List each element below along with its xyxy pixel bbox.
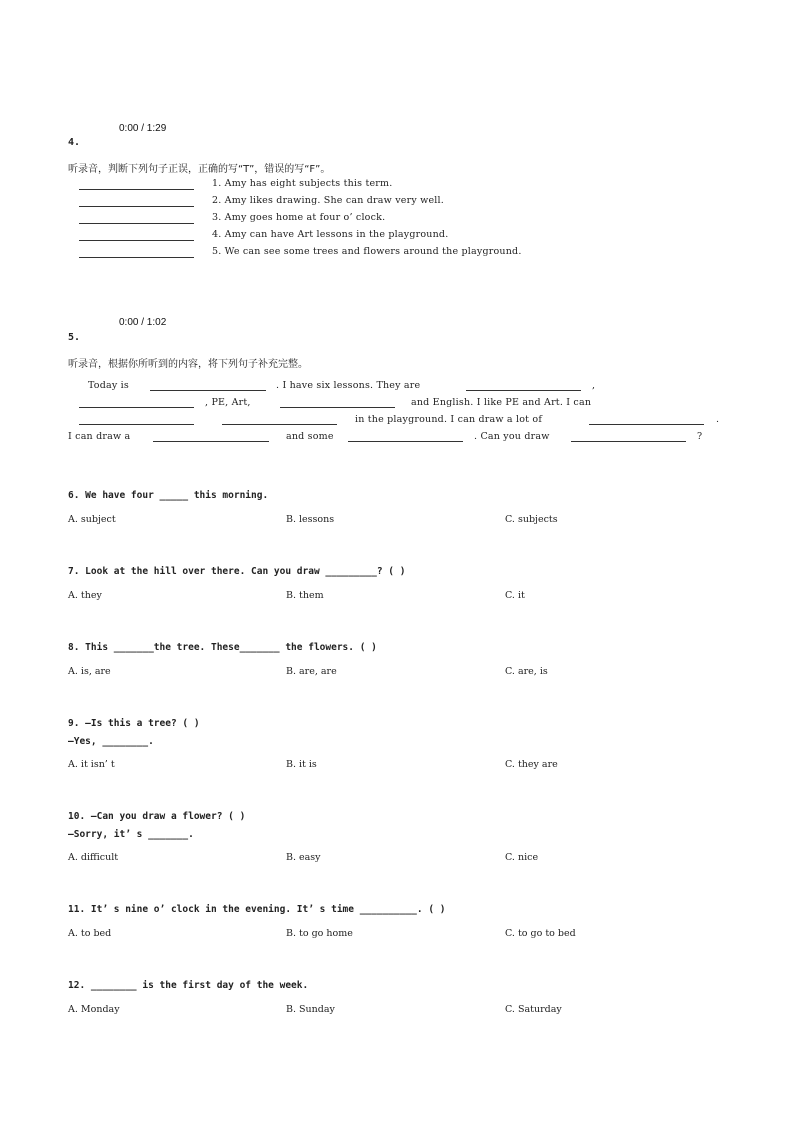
q11-option-b[interactable]: B. to go home [286,928,353,939]
q9-option-b[interactable]: B. it is [286,759,317,770]
q5-blank-5[interactable] [79,424,194,425]
q7-option-c[interactable]: C. it [505,590,525,601]
q4-statement-2: 2. Amy likes drawing. She can draw very well. [212,195,444,206]
audio-player-q4[interactable]: 0:00 / 1:29 [119,123,167,134]
q10-option-c[interactable]: C. nice [505,852,539,863]
q5-text-question-mark: ? [697,431,703,442]
q5-blank-6[interactable] [222,424,337,425]
q5-blank-10[interactable] [571,441,686,442]
q5-blank-9[interactable] [348,441,463,442]
q5-instruction: 听录音，根据你所听到的内容，将下列句子补充完整。 [68,359,308,370]
q5-blank-8[interactable] [153,441,269,442]
q8-option-c[interactable]: C. are, is [505,666,548,677]
answer-blank-q4-2[interactable] [79,206,194,207]
question-7-text: 7. Look at the hill over there. Can you draw _________? ( ) [68,566,406,577]
answer-blank-q4-4[interactable] [79,240,194,241]
question-9-answer-line: —Yes, ________. [68,736,154,747]
answer-blank-q4-3[interactable] [79,223,194,224]
q5-blank-4[interactable] [280,407,395,408]
question-10-answer-line: —Sorry, it’ s _______. [68,829,194,840]
q6-option-a[interactable]: A. subject [68,514,116,525]
q10-option-b[interactable]: B. easy [286,852,321,863]
q5-text-pe-art: , PE, Art, [205,397,251,408]
question-6-text: 6. We have four _____ this morning. [68,490,269,501]
question-10-text: 10. —Can you draw a flower? ( ) [68,811,246,822]
q4-statement-4: 4. Amy can have Art lessons in the playground. [212,229,449,240]
q5-blank-3[interactable] [79,407,194,408]
q5-text-six-lessons: . I have six lessons. They are [276,380,421,391]
question-11-text: 11. It’ s nine o’ clock in the evening. It’ s time __________. ( ) [68,904,446,915]
q5-text-english: and English. I like PE and Art. I can [411,397,592,408]
q11-option-a[interactable]: A. to bed [68,928,112,939]
q5-text-period: . [716,414,720,425]
q7-option-a[interactable]: A. they [68,590,102,601]
q9-option-a[interactable]: A. it isn’ t [68,759,115,770]
q4-statement-3: 3. Amy goes home at four o’ clock. [212,212,386,223]
q12-option-a[interactable]: A. Monday [68,1004,120,1015]
q5-text-comma: , [592,380,596,391]
question-number-4: 4. [68,137,81,148]
q5-blank-1[interactable] [150,390,266,391]
answer-blank-q4-1[interactable] [79,189,194,190]
question-9-text: 9. —Is this a tree? ( ) [68,718,200,729]
q4-statement-1: 1. Amy has eight subjects this term. [212,178,393,189]
q8-option-a[interactable]: A. is, are [68,666,111,677]
q5-text-today: Today is [88,380,129,391]
audio-player-q5[interactable]: 0:00 / 1:02 [119,317,167,328]
q4-instruction: 听录音，判断下列句子正误，正确的写“T”，错误的写“F”。 [68,164,331,175]
q5-text-and-some: and some [286,431,334,442]
q5-text-i-can-draw: I can draw a [68,431,131,442]
q8-option-b[interactable]: B. are, are [286,666,337,677]
q4-statement-5: 5. We can see some trees and flowers around the playground. [212,246,522,257]
q5-text-playground: in the playground. I can draw a lot of [355,414,543,425]
question-8-text: 8. This _______the tree. These_______ the flowers. ( ) [68,642,377,653]
q6-option-b[interactable]: B. lessons [286,514,335,525]
q7-option-b[interactable]: B. them [286,590,324,601]
q12-option-b[interactable]: B. Sunday [286,1004,335,1015]
q9-option-c[interactable]: C. they are [505,759,558,770]
q11-option-c[interactable]: C. to go to bed [505,928,576,939]
q5-blank-7[interactable] [589,424,704,425]
q6-option-c[interactable]: C. subjects [505,514,558,525]
answer-blank-q4-5[interactable] [79,257,194,258]
question-12-text: 12. ________ is the first day of the week. [68,980,309,991]
question-number-5: 5. [68,332,81,343]
q5-blank-2[interactable] [466,390,581,391]
q12-option-c[interactable]: C. Saturday [505,1004,562,1015]
q5-text-can-you-draw: . Can you draw [474,431,550,442]
q10-option-a[interactable]: A. difficult [68,852,119,863]
